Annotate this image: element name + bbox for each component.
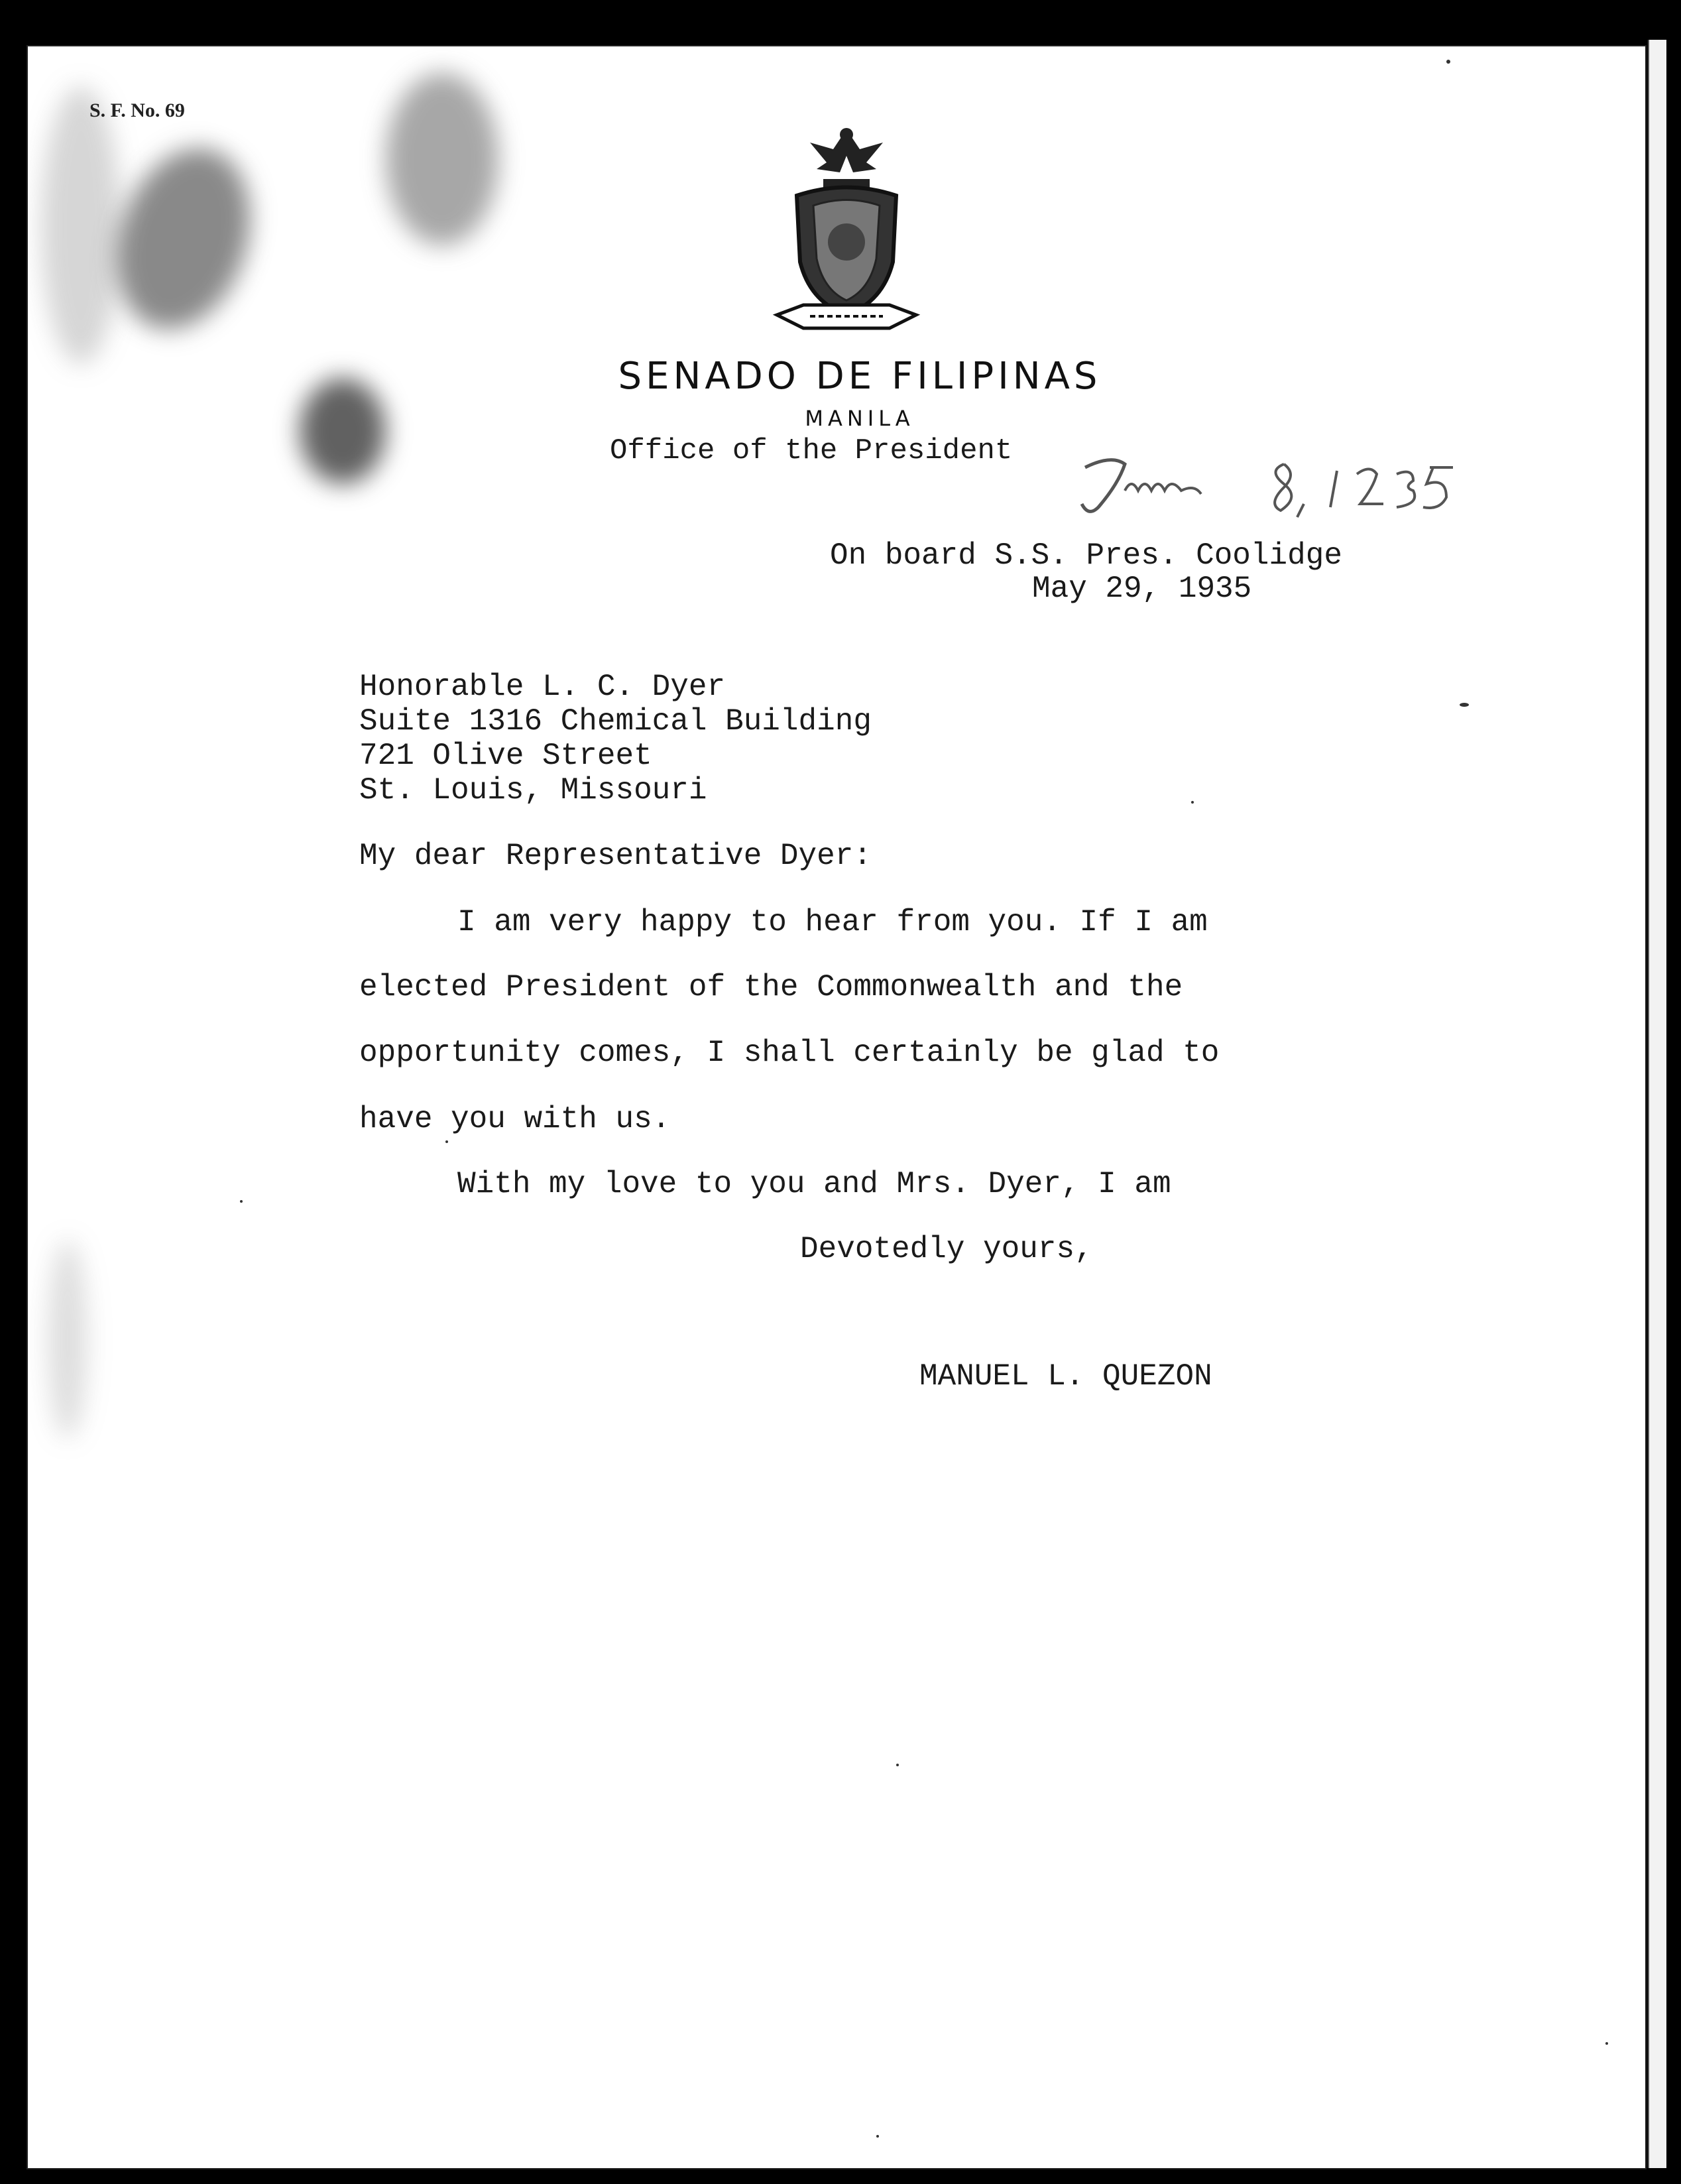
place-line: On board S.S. Pres. Coolidge bbox=[830, 538, 1342, 573]
letterhead-city: MANILA bbox=[805, 406, 915, 431]
underlying-page-edge bbox=[1648, 40, 1666, 2168]
letterhead-institution: SENADO DE FILIPINAS bbox=[618, 355, 1102, 398]
recipient-address-line: Suite 1316 Chemical Building bbox=[359, 704, 872, 739]
letterhead-office: Office of the President bbox=[610, 434, 1013, 467]
body-line: elected President of the Commonwealth and the bbox=[359, 970, 1183, 1004]
recipient-name: Honorable L. C. Dyer bbox=[359, 670, 726, 704]
body-line: I am very happy to hear from you. If I am bbox=[457, 905, 1208, 940]
paper-stain bbox=[41, 86, 121, 365]
senate-seal-icon bbox=[770, 116, 923, 341]
body-line: opportunity comes, I shall certainly be glad to bbox=[359, 1036, 1220, 1070]
ink-smudge bbox=[95, 131, 272, 346]
form-number: S. F. No. 69 bbox=[89, 99, 185, 121]
closing-line: With my love to you and Mrs. Dyer, I am bbox=[457, 1167, 1171, 1201]
recipient-address-line: St. Louis, Missouri bbox=[359, 773, 707, 808]
letter-page bbox=[28, 46, 1645, 2168]
handwritten-date-note bbox=[1072, 451, 1470, 524]
ink-smudge bbox=[300, 378, 386, 484]
valediction: Devotedly yours, bbox=[800, 1232, 1093, 1266]
salutation: My dear Representative Dyer: bbox=[359, 839, 872, 873]
signature-name: MANUEL L. QUEZON bbox=[919, 1359, 1212, 1394]
paper-stain bbox=[48, 1240, 87, 1439]
date-line: May 29, 1935 bbox=[1032, 572, 1252, 606]
ink-smudge bbox=[386, 73, 498, 245]
recipient-address-line: 721 Olive Street bbox=[359, 739, 652, 773]
body-line: have you with us. bbox=[359, 1102, 671, 1136]
